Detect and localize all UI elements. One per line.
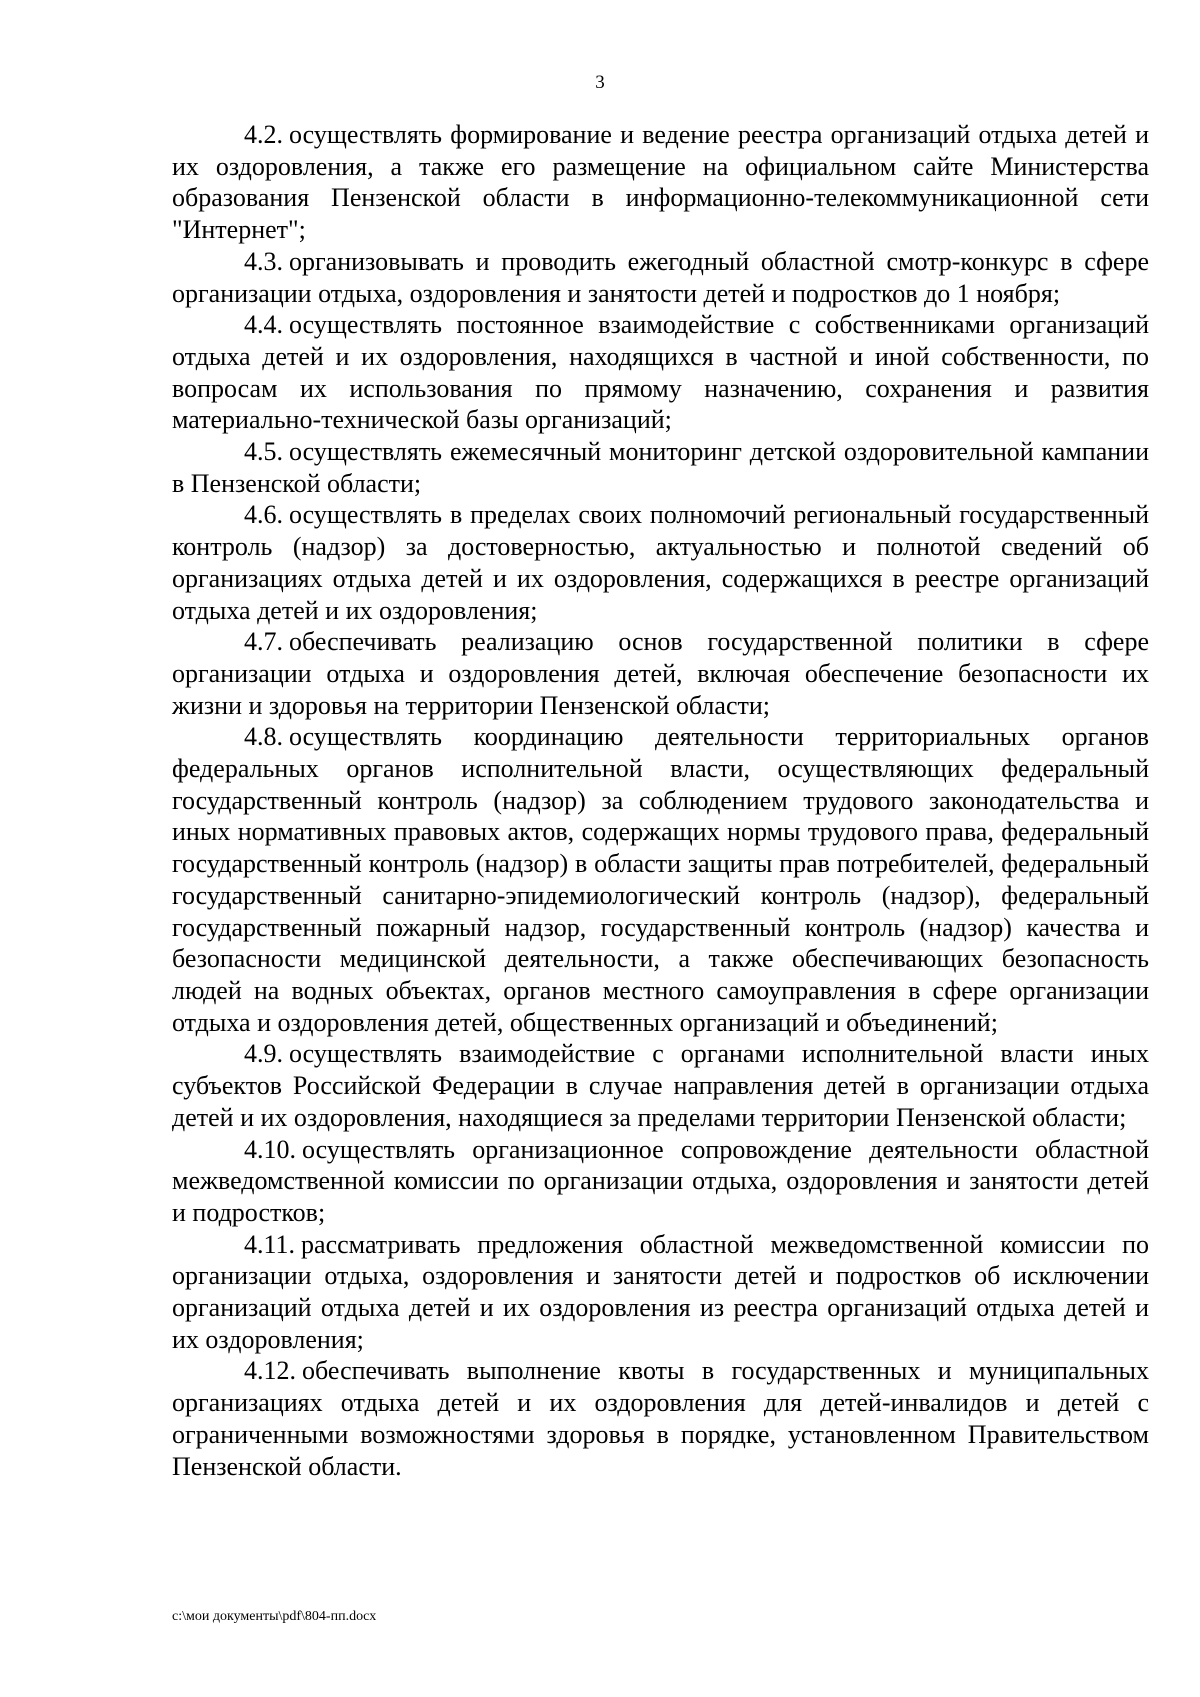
paragraph-4-8 [172, 721, 1149, 1038]
paragraph-4-6 [172, 499, 1149, 626]
clause-number: 4.4. [244, 310, 283, 340]
clause-number: 4.8. [244, 722, 283, 752]
paragraph-4-3 [172, 246, 1149, 309]
paragraph-4-7 [172, 626, 1149, 721]
clause-number: 4.10. [244, 1134, 296, 1164]
paragraph-4-4 [172, 309, 1149, 436]
paragraph-4-9 [172, 1038, 1149, 1133]
clause-text: осуществлять ежемесячный мониторинг детской оздоровительной кампании в Пензенской области; [172, 437, 1149, 498]
paragraph-4-11 [172, 1229, 1149, 1356]
clause-text: осуществлять организационное сопровождение деятельности областной межведомственной комиссии по организации отдыха, оздоровления и занятости детей и подростков; [172, 1134, 1149, 1227]
clause-number: 4.9. [244, 1039, 283, 1069]
footer-file-path: c:\мои документы\pdf\804-пп.docx [172, 1609, 377, 1624]
clause-number: 4.7. [244, 627, 283, 657]
page-number: 3 [595, 72, 605, 93]
paragraph-4-2 [172, 119, 1149, 246]
clause-text: обеспечивать реализацию основ государственной политики в сфере организации отдыха и оздоровления детей, включая обеспечение безопасности их жизни и здоровья на территории Пензенской области; [172, 627, 1149, 720]
paragraph-4-12 [172, 1355, 1149, 1482]
document-body [172, 119, 1149, 1482]
clause-number: 4.2. [244, 120, 283, 149]
clause-text: осуществлять координацию деятельности территориальных органов федеральных органов исполнительной власти, осуществляющих федеральный государственный контроль (надзор) за соблюдением трудового законодательства и иных нормативных правовых актов, содержащих нормы трудового права, федеральный государственный контроль (надзор) в области защиты прав потребителей, федеральный государственный санитарно-эпидемиологический контроль (надзор), федеральный государственный пожарный надзор, государственный контроль (надзор) качества и безопасности медицинской деятельности, а также обеспечивающих безопасность людей на водных объектах, органов местного самоуправления в сфере организации отдыха и оздоровления детей, общественных организаций и объединений; [172, 722, 1149, 1037]
clause-text: обеспечивать выполнение квоты в государственных и муниципальных организациях отдыха детей и их оздоровления для детей-инвалидов и детей с ограниченными возможностями здоровья в порядке, установленном Правительством Пензенской области. [172, 1356, 1149, 1481]
paragraph-4-10 [172, 1134, 1149, 1229]
clause-text: рассматривать предложения областной межведомственной комиссии по организации отдыха, оздоровления и занятости детей и подростков об исключении организаций отдыха детей и их оздоровления из реестра организаций отдыха детей и их оздоровления; [172, 1229, 1149, 1354]
clause-number: 4.5. [244, 437, 283, 467]
clause-number: 4.6. [244, 500, 283, 530]
clause-text: осуществлять взаимодействие с органами исполнительной власти иных субъектов Российской Федерации в случае направления детей в организации отдыха детей и их оздоровления, находящиеся за пределами территории Пензенской области; [172, 1039, 1149, 1132]
clause-number: 4.3. [244, 246, 283, 276]
clause-number: 4.12. [244, 1356, 296, 1386]
clause-text: осуществлять в пределах своих полномочий региональный государственный контроль (надзор) за достоверностью, актуальностью и полнотой сведений об организациях отдыха детей и их оздоровления, содержащихся в реестре организаций отдыха детей и их оздоровления; [172, 500, 1149, 625]
clause-text: организовывать и проводить ежегодный областной смотр-конкурс в сфере организации отдыха, оздоровления и занятости детей и подростков до 1 ноября; [172, 246, 1149, 308]
paragraph-4-5 [172, 436, 1149, 499]
clause-text: осуществлять формирование и ведение реестра организаций отдыха детей и их оздоровления, а также его размещение на официальном сайте Министерства образования Пензенской области в информационно-телекоммуникационной сети "Интернет"; [172, 120, 1149, 245]
clause-text: осуществлять постоянное взаимодействие с собственниками организаций отдыха детей и их оздоровления, находящихся в частной и иной собственности, по вопросам их использования по прямому назначению, сохранения и развития материально-технической базы организаций; [172, 310, 1149, 435]
clause-number: 4.11. [244, 1229, 296, 1259]
